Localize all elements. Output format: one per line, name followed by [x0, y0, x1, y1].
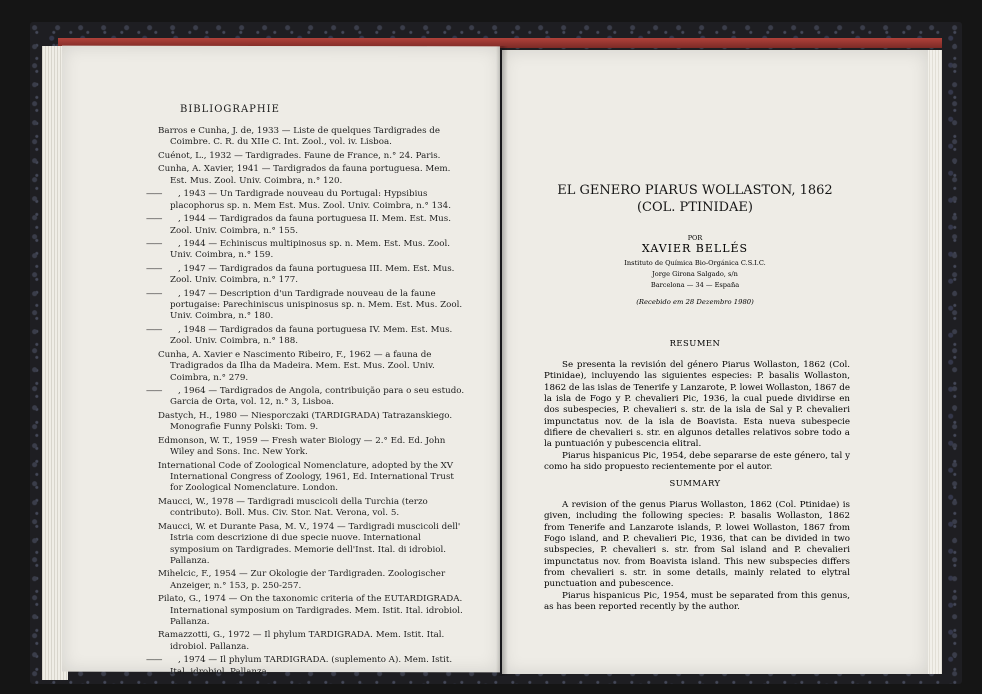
reference-list: [146, 126, 466, 680]
reference-entry: [146, 239, 466, 262]
affiliation-line-2: Jorge Girona Salgado, s/n: [652, 270, 738, 278]
reference-entry: [146, 655, 466, 678]
by-label: POR: [687, 234, 703, 242]
page-edges-right: [926, 50, 942, 674]
reference-text: Barros e Cunha, J. de, 1933 — Liste de quelques Tardigrades de Coimbre. C. R. du XIIe C. Int. Zool., vol. iv. Lisboa.: [158, 126, 440, 148]
article-title: [540, 182, 850, 216]
summary-heading: SUMMARY: [669, 478, 721, 488]
reference-entry: [158, 164, 466, 187]
reference-entry: [158, 594, 466, 628]
received-date: (Recebido em 28 Dezembro 1980): [636, 298, 754, 306]
reference-text: , 1947 — Description d'un Tardigrade nouveau de la faune portugaise: Parechiniscus unispinosus sp. n. Mem. Est. Mus. Zool. Univ. Coimbra, n.° 180.: [170, 288, 463, 322]
reference-text: Edmonson, W. T., 1959 — Fresh water Biology — 2.° Ed. Ed. John Wiley and Sons. Inc. New York.: [158, 435, 446, 458]
reference-entry: [146, 263, 466, 287]
reference-text: Ramazzotti, G., 1972 — Il phylum TARDIGRADA. Mem. Istit. Ital. idrobiol. Pallanza.: [158, 630, 445, 652]
reference-text: , 1974 — Il phylum TARDIGRADA. (suplemento A). Mem. Istit. Ital. idrobiol. Pallanza.: [170, 655, 453, 677]
affiliation-line-1: Instituto de Química Bio-Orgánica C.S.I.C.: [624, 259, 766, 267]
title-line-1: EL GENERO PIARUS WOLLASTON, 1862: [557, 183, 833, 198]
reference-text: Mihelcic, F., 1954 — Zur Okologie der Tardigraden. Zoologischer Anzeiger, n.° 153, p. 250-257.: [158, 569, 446, 591]
reference-text: Pilato, G., 1974 — On the taxonomic criteria of the EUTARDIGRADA. International symposium on Tardigrades. Mem. Istit. Ital. idrobiol. Pallanza.: [158, 594, 463, 627]
resumen-body: [544, 360, 850, 473]
reference-entry: [146, 386, 466, 409]
summary-body: [544, 500, 850, 613]
reference-entry: [158, 126, 466, 149]
reference-entry: [158, 569, 466, 592]
reference-entry: [158, 436, 466, 459]
reference-entry: [158, 151, 466, 162]
author-name: XAVIER BELLÉS: [641, 242, 749, 255]
reference-text: , 1944 — Tardigrados da fauna portuguesa II. Mem. Est. Mus. Zool. Univ. Coimbra, n.° 155.: [170, 214, 452, 236]
running-head: BIBLIOGRAPHIE: [180, 104, 280, 115]
ditto-mark: ——: [146, 214, 162, 225]
ditto-mark: ——: [146, 288, 162, 299]
resumen-heading: RESUMEN: [669, 338, 721, 348]
title-line-2: (COL. PTINIDAE): [636, 200, 753, 215]
reference-entry: [146, 288, 466, 323]
reference-entry: [158, 411, 466, 434]
reference-text: , 1947 — Tardigrados da fauna portuguesa III. Mem. Est. Mus. Zool. Univ. Coimbra, n.° 177.: [170, 263, 455, 286]
reference-entry: [158, 461, 466, 495]
reference-text: Maucci, W., 1978 — Tardigradi muscicoli della Turchia (terzo contributo). Boll. Mus. Civ. Stor. Nat. Verona, vol. 5.: [158, 496, 428, 519]
reference-text: Dastych, H., 1980 — Niesporczaki (TARDIGRADA) Tatrazanskiego. Monografie Funny Polski: Tom. 9.: [158, 410, 453, 433]
ditto-mark: ——: [146, 239, 162, 250]
reference-entry: [158, 497, 466, 520]
reference-text: Cunha, A. Xavier e Nascimento Ribeiro, F., 1962 — a fauna de Tradigrados da Ilha da Madeira. Mem. Est. Mus. Zool. Univ. Coimbra, n.° 279.: [158, 349, 435, 383]
reference-text: Cuénot, L., 1932 — Tardigrades. Faune de France, n.° 24. Paris.: [158, 150, 441, 161]
reference-text: , 1943 — Un Tardigrade nouveau du Portugal: Hypsibius placophorus sp. n. Mem Est. Mus. Zool. Univ. Coimbra, n.° 134.: [170, 189, 451, 211]
summary-paragraph-1: A revision of the genus Piarus Wollaston, 1862 (Col. Ptinidae) is given, including the following species: P. basalis Wollaston, 1862 from Tenerife and Lanzarote islands, P. lowei Wollaston, 1867 from Fogo island, and P. chevalieri Pic, 1936, that can be divided in two subspecies, P. chevalieri s. str. from Sal island and P. chevalieri impunctatus nov. from Boavista island. This new subspecies differs from chevalieri s. str. in some details, mainly related to elytral punctuation and pubescence.: [544, 500, 850, 590]
reference-entry: [146, 214, 466, 237]
reference-text: , 1944 — Echiniscus multipinosus sp. n. Mem. Est. Mus. Zool. Univ. Coimbra, n.° 159.: [170, 239, 451, 261]
reference-text: Maucci, W. et Durante Pasa, M. V., 1974 — Tardigradi muscicoli dell' Istria com descrizione di due specie nuove. International symposium on Tardigrades. Memorie dell'Inst. Ital. di idrobiol. Pallanza.: [158, 521, 461, 566]
reference-entry: [146, 189, 466, 212]
book-gutter: [496, 46, 508, 676]
ditto-mark: ——: [146, 263, 162, 274]
ditto-mark: ——: [146, 189, 162, 200]
resumen-paragraph-2: Piarus hispanicus Pic, 1954, debe separarse de este género, tal y como ha sido propuesto recientemente por el autor.: [544, 450, 850, 473]
ditto-mark: ——: [146, 325, 162, 335]
reference-text: International Code of Zoological Nomenclature, adopted by the XV International Congress of Zoology, 1961, Ed. International Trust for Zoological Nomenclature. London.: [158, 460, 454, 494]
reference-entry: [158, 350, 466, 384]
reference-entry: [158, 630, 466, 653]
reference-text: Cunha, A. Xavier, 1941 — Tardigrados da fauna portuguesa. Mem. Est. Mus. Zool. Univ. Coimbra, n.° 120.: [158, 164, 451, 186]
reference-text: , 1948 — Tardigrados da fauna portuguesa IV. Mem. Est. Mus. Zool. Univ. Coimbra, n.° 188.: [170, 325, 453, 347]
reference-entry: [158, 522, 466, 567]
ditto-mark: ——: [146, 386, 162, 397]
affiliation: [540, 258, 850, 291]
summary-paragraph-2: Piarus hispanicus Pic, 1954, must be separated from this genus, as has been reported recently by the author.: [544, 590, 850, 613]
resumen-paragraph-1: Se presenta la revisión del género Piarus Wollaston, 1862 (Col. Ptinidae), incluyendo las siguientes especies: P. basalis Wollaston, 1862 de las islas de Tenerife y Lanzarote, P. lowei Wollaston, 1867 de la isla de Fogo y P. chevalieri Pic, 1936, la cual puede dividirse en dos subespecies, P. chevalieri s. str. de la isla de Sal y P. chevalieri impunctatus nov. de la isla de Boavista. Esta nueva subespecie difiere de chevalieri s. str. en algunos detalles relativos sobre todo a la puntuación y pubescencia elitral.: [544, 360, 850, 450]
affiliation-line-3: Barcelona — 34 — España: [650, 281, 740, 289]
reference-text: , 1964 — Tardigrados de Angola, contribuição para o seu estudo. Garcia de Orta, vol. 12, n.° 3, Lisboa.: [170, 386, 465, 408]
ditto-mark: ——: [146, 655, 162, 666]
reference-entry: [146, 325, 466, 348]
